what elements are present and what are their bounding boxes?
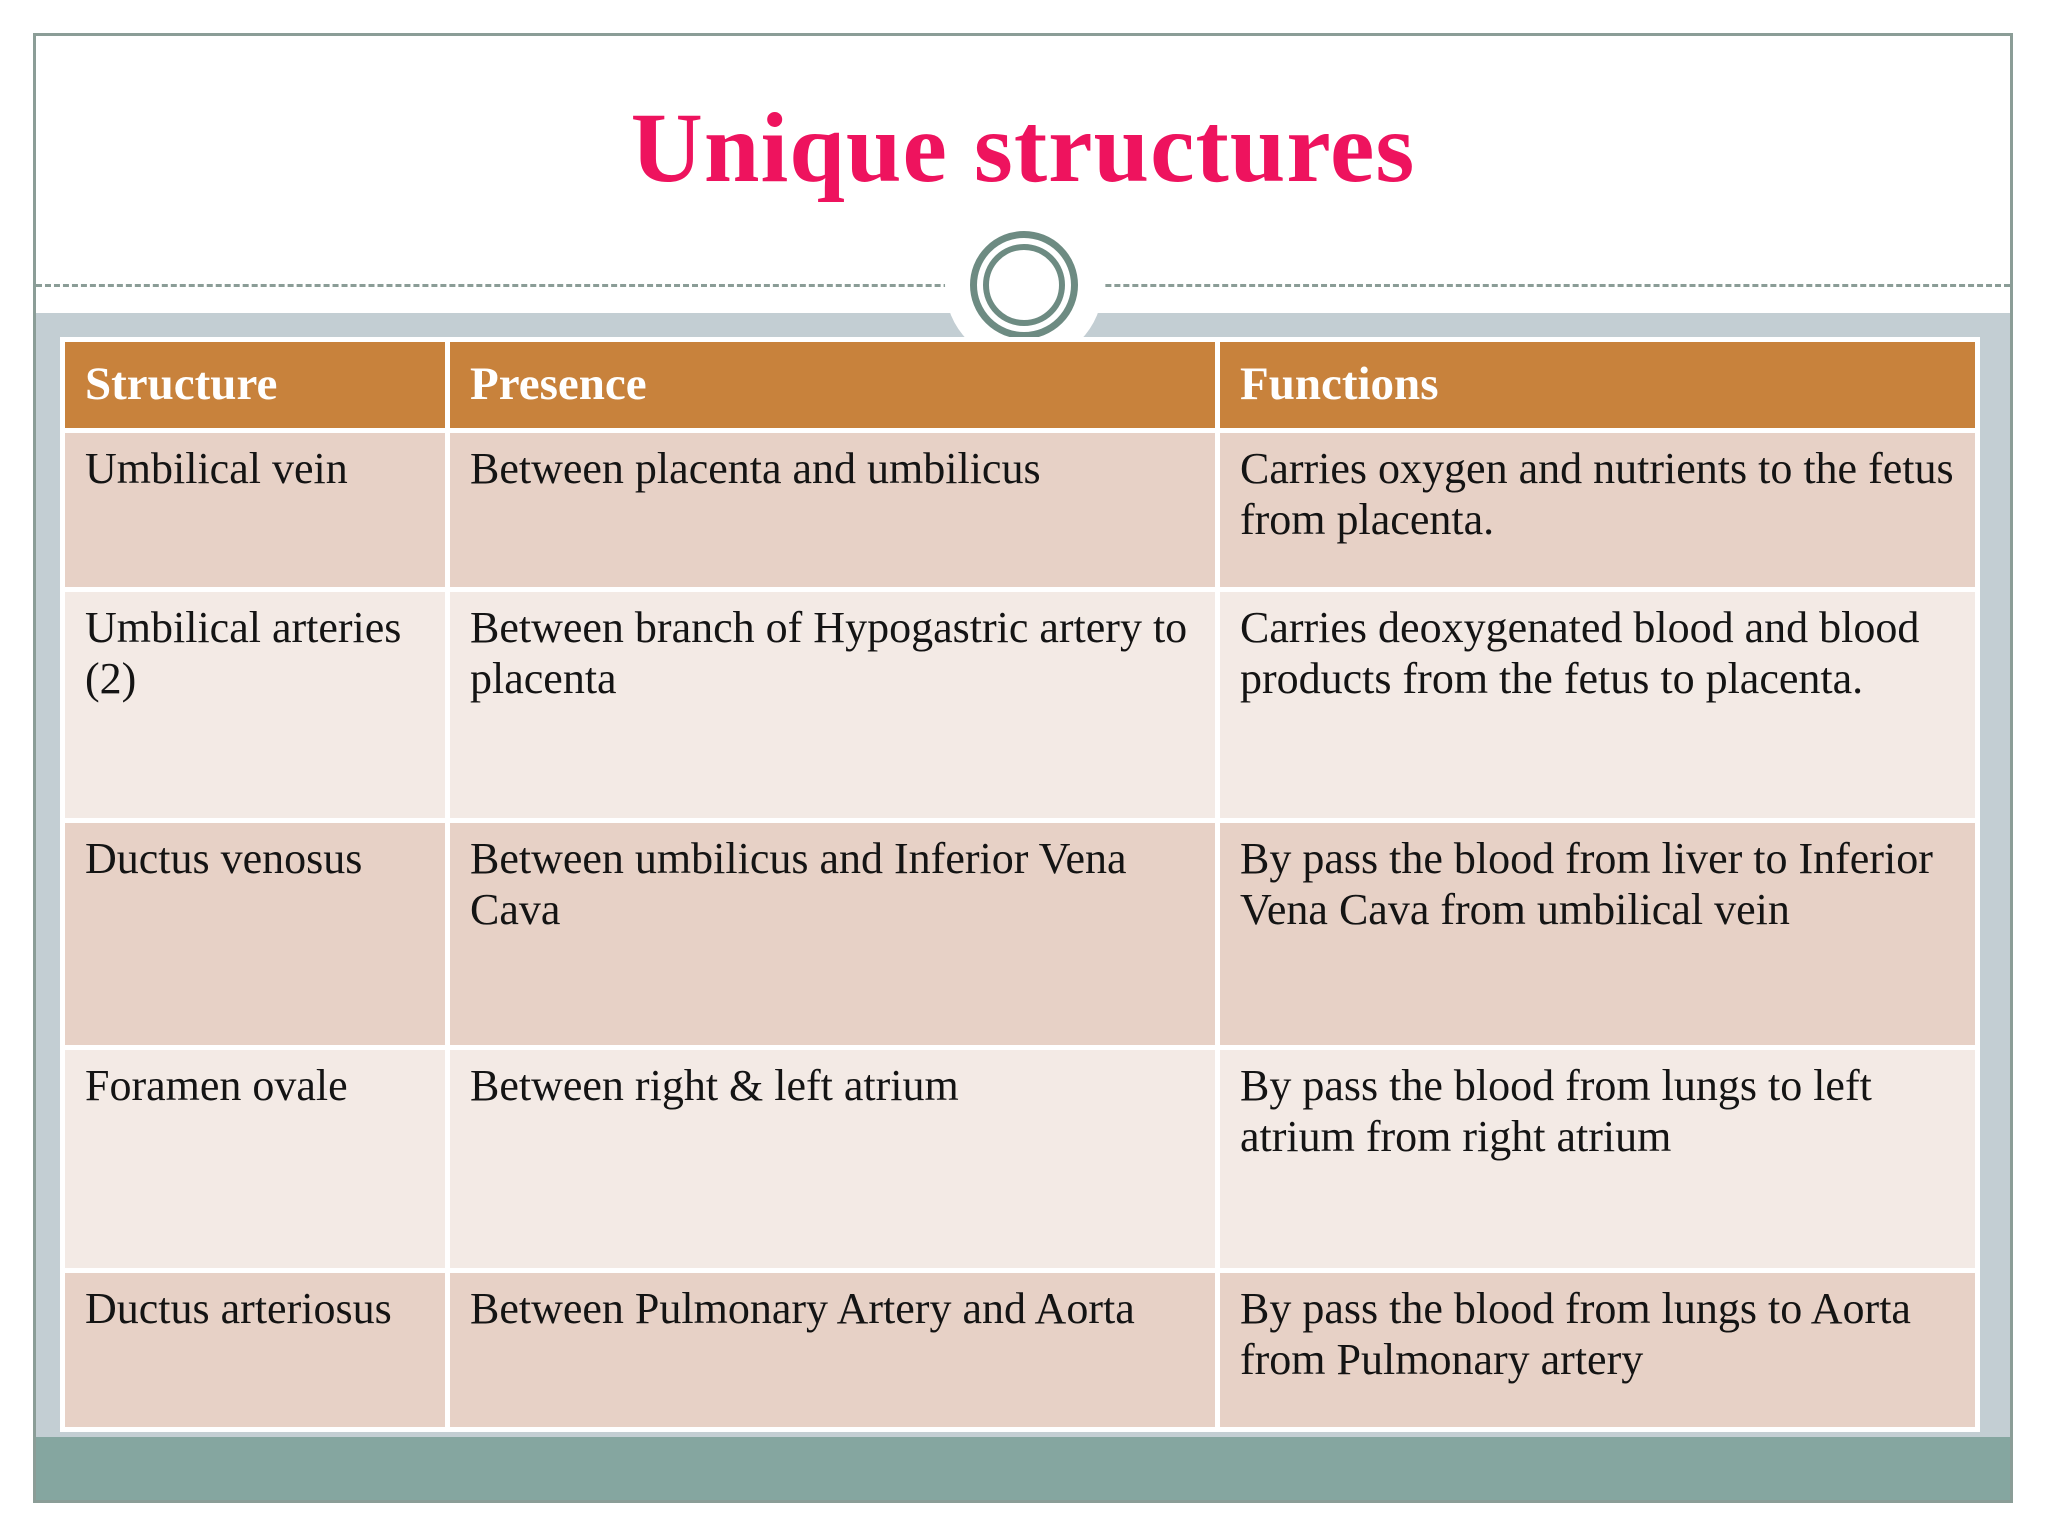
cell-functions: By pass the blood from lungs to left atrium from right atrium [1220,1050,1975,1268]
cell-functions: By pass the blood from lungs to Aorta from Pulmonary artery [1220,1273,1975,1427]
footer-band [36,1437,2010,1500]
table-row-umbilical-arteries [65,592,1975,818]
cell-structure: Umbilical vein [65,433,445,587]
cell-presence: Between branch of Hypogastric artery to placenta [450,592,1215,818]
slide-frame [33,33,2013,1503]
table-row-ductus-arteriosus [65,1273,1975,1427]
cell-presence: Between Pulmonary Artery and Aorta [450,1273,1215,1427]
cell-structure: Foramen ovale [65,1050,445,1268]
table-row-umbilical-vein [65,433,1975,587]
table-row-ductus-venosus [65,823,1975,1045]
divider-circle-ornament [970,231,1078,339]
cell-structure: Ductus arteriosus [65,1273,445,1427]
column-header-functions: Functions [1220,342,1975,428]
slide-title: Unique structures [630,92,1416,203]
cell-presence: Between umbilicus and Inferior Vena Cava [450,823,1215,1045]
cell-functions: Carries oxygen and nutrients to the fetus from placenta. [1220,433,1975,587]
cell-functions: Carries deoxygenated blood and blood products from the fetus to placenta. [1220,592,1975,818]
column-header-structure: Structure [65,342,445,428]
cell-presence: Between placenta and umbilicus [450,433,1215,587]
divider-circle-inner-ring [983,244,1065,326]
cell-structure: Umbilical arteries (2) [65,592,445,818]
cell-presence: Between right & left atrium [450,1050,1215,1268]
structures-table [60,337,1980,1432]
column-header-presence: Presence [450,342,1215,428]
table-header-row [65,342,1975,428]
cell-functions: By pass the blood from liver to Inferior Vena Cava from umbilical vein [1220,823,1975,1045]
cell-structure: Ductus venosus [65,823,445,1045]
table-row-foramen-ovale [65,1050,1975,1268]
